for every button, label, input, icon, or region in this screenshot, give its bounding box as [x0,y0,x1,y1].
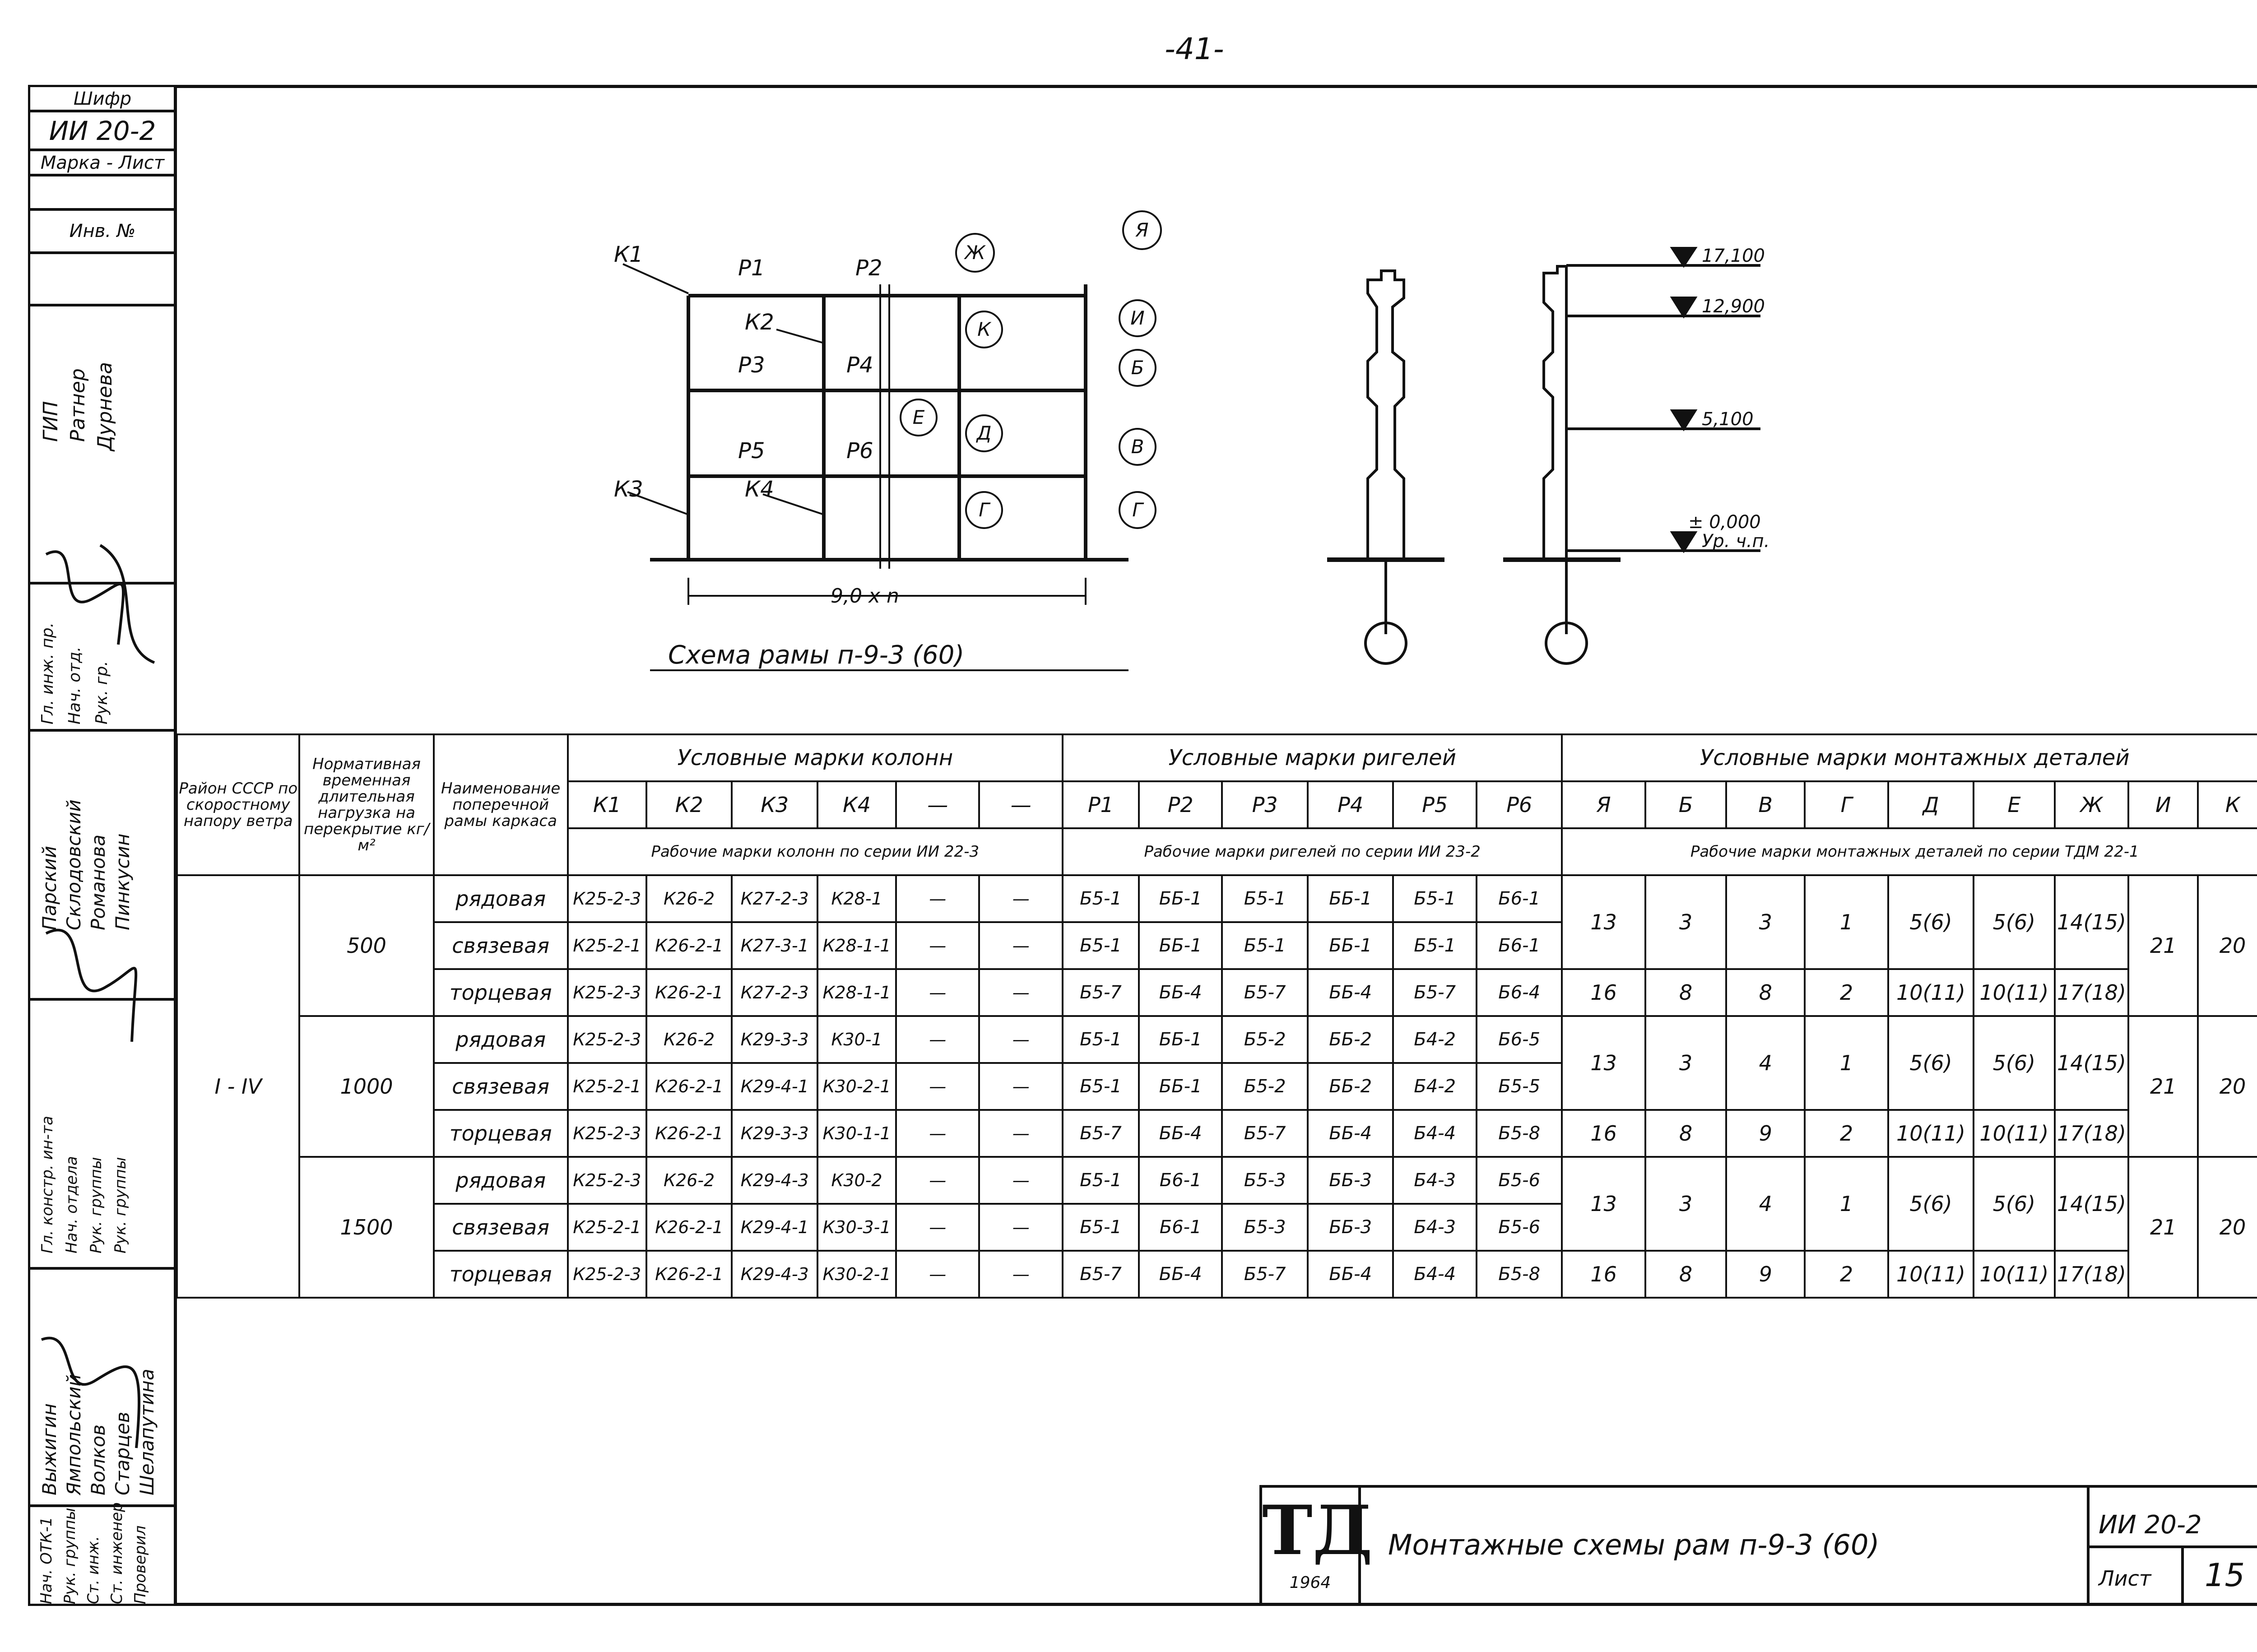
sheet-code: ИИ 20-2 [2099,1510,2202,1540]
cipher-label: Шифр [73,88,132,109]
girder-mark: Б5-1 [1393,875,1476,922]
role-nach-otk: Нач. ОТК-1 [37,1517,56,1604]
frame-name: торцевая [434,969,568,1016]
girder-mark: Б6-1 [1139,1204,1222,1251]
detail-d: Д [976,422,992,444]
page-number: -41- [1165,32,1224,66]
elev-0000: ± 0,000 [1688,512,1761,533]
gip-name-2: Дурнева [93,362,116,451]
detail-v: В [1131,436,1144,458]
detail-mark: 5(6) [1974,1157,2054,1251]
frame-name: связевая [434,1204,568,1251]
detail-mark: 3 [1645,1016,1726,1110]
detail-head-0: Я [1562,781,1645,828]
work-details-header: Рабочие марки монтажных деталей по серии ТДМ 22-1 [1562,828,2257,875]
column-mark: К29-4-1 [732,1063,817,1110]
column-mark: К30-2-1 [817,1063,896,1110]
column-mark: К29-4-3 [732,1251,817,1298]
column-mark: К28-1-1 [817,922,896,969]
detail-mark: 1 [1805,1157,1888,1251]
detail-mark: 17(18) [2055,969,2129,1016]
girder-mark: Б5-6 [1477,1157,1562,1204]
frame-name: торцевая [434,1110,568,1157]
girder-mark: Б5-2 [1222,1063,1308,1110]
col-head-2: К3 [732,781,817,828]
inv-value-cell [28,252,177,306]
column-mark: — [979,1063,1062,1110]
column-mark: К25-2-3 [568,1110,646,1157]
column-mark: К28-1 [817,875,896,922]
frame-name: торцевая [434,1251,568,1298]
detail-mark: 5(6) [1888,1016,1974,1110]
col-region-header: Район СССР по скоростному напору ветра [177,734,299,875]
girder-head-4: Р5 [1393,781,1476,828]
girder-mark: Б5-1 [1063,922,1139,969]
column-mark: К30-1-1 [817,1110,896,1157]
sheet-label-cell [2087,1545,2184,1606]
title-cell [1358,1485,2090,1606]
detail-mark: 4 [1726,1157,1805,1251]
detail-i-mark: 21 [2128,1016,2198,1157]
girder-mark: Б6-1 [1139,1157,1222,1204]
detail-mark: 3 [1645,1157,1726,1251]
girder-mark: Б4-2 [1393,1016,1476,1063]
girder-mark: ББ-4 [1139,1110,1222,1157]
detail-i-mark: 21 [2128,1157,2198,1298]
girder-mark: ББ-4 [1308,969,1393,1016]
name-yampolskiy: Ямпольский [63,1374,85,1495]
frame-name: связевая [434,1063,568,1110]
frame-name: связевая [434,922,568,969]
detail-i-mark: 21 [2128,875,2198,1016]
girder-mark: Б5-2 [1222,1016,1308,1063]
frame-scheme [587,199,1174,718]
detail-mark: 13 [1562,1157,1645,1251]
work-girders-header: Рабочие марки ригелей по серии ИИ 23-2 [1063,828,1562,875]
girder-mark: Б5-1 [1063,1016,1139,1063]
label-p1: Р1 [738,255,765,281]
column-mark: К25-2-1 [568,922,646,969]
role-ruk-gruppy-b: Рук. группы [61,1508,79,1604]
label-k4: К4 [745,477,774,502]
girder-mark: Б4-4 [1393,1251,1476,1298]
name-parskiy: Парский [38,845,60,930]
column-mark: К25-2-3 [568,969,646,1016]
role-st-inzhener: Ст. инженер [108,1502,126,1604]
load-value: 1000 [299,1016,433,1157]
name-shelaputina: Шелапутина [136,1369,158,1495]
girder-head-0: Р1 [1063,781,1139,828]
label-k2: К2 [745,310,774,335]
inv-cell [28,209,177,254]
girder-mark: Б5-3 [1222,1157,1308,1204]
detail-head-4: Д [1888,781,1974,828]
girder-head-3: Р4 [1308,781,1393,828]
detail-mark: 1 [1805,1016,1888,1110]
name-startsev: Старцев [111,1411,134,1495]
girder-mark: Б5-7 [1063,969,1139,1016]
girder-mark: ББ-1 [1139,1063,1222,1110]
detail-mark: 17(18) [2055,1110,2129,1157]
gip-label: ГИП [39,401,62,442]
column-mark: — [979,1110,1062,1157]
detail-head-6: Ж [2055,781,2129,828]
detail-mark: 10(11) [1974,969,2054,1016]
load-value: 1500 [299,1157,433,1298]
sheet-title: Монтажные схемы рам п-9-3 (60) [1388,1528,1880,1561]
elev-12900: 12,900 [1702,296,1765,317]
column-mark: К28-1-1 [817,969,896,1016]
column-mark: К25-2-3 [568,1251,646,1298]
detail-mark: 14(15) [2055,875,2129,969]
detail-k: К [977,318,991,340]
table-row [177,969,2257,1016]
column-mark: — [896,1063,979,1110]
signature-marks-1 [28,527,177,717]
column-mark: К26-2 [646,1016,732,1063]
role-nach-otd: Нач. отд. [65,646,84,724]
girder-mark: Б5-6 [1477,1204,1562,1251]
label-p3: Р3 [738,353,765,378]
signature-marks-3 [28,1313,177,1484]
column-mark: К26-2-1 [646,1063,732,1110]
girder-mark: ББ-1 [1139,875,1222,922]
column-mark: — [896,1016,979,1063]
column-mark: — [979,969,1062,1016]
detail-mark: 13 [1562,1016,1645,1110]
detail-mark: 16 [1562,1110,1645,1157]
column-mark: К26-2-1 [646,969,732,1016]
column-profiles [1309,235,1842,686]
detail-mark: 9 [1726,1251,1805,1298]
column-mark: — [896,1110,979,1157]
role-nach-otdela: Нач. отдела [63,1156,81,1253]
girder-mark: Б5-7 [1393,969,1476,1016]
role-ruk-gruppy-2: Рук. группы [111,1157,130,1253]
column-mark: — [979,1157,1062,1204]
girder-mark: ББ-1 [1308,922,1393,969]
girder-mark: Б5-7 [1222,1110,1308,1157]
table-row [177,1157,2257,1204]
column-mark: К30-2-1 [817,1251,896,1298]
table-row [177,1110,2257,1157]
marks-table [176,733,2257,1299]
detail-mark: 2 [1805,1110,1888,1157]
role-gl-inzh: Гл. инж. пр. [38,622,57,724]
column-mark: К25-2-3 [568,1157,646,1204]
detail-e: Е [912,406,925,428]
detail-mark: 2 [1805,969,1888,1016]
sheet-label: Лист [2099,1566,2151,1591]
column-mark: — [896,1157,979,1204]
name-romanova: Романова [87,834,109,930]
detail-mark: 9 [1726,1110,1805,1157]
detail-b: Б [1131,357,1144,379]
girder-mark: Б6-5 [1477,1016,1562,1063]
column-mark: — [979,1016,1062,1063]
girder-mark: ББ-4 [1308,1251,1393,1298]
column-mark: К29-3-3 [732,1110,817,1157]
logo-cell [1259,1485,1373,1606]
detail-mark: 10(11) [1888,1110,1974,1157]
girder-mark: ББ-3 [1308,1157,1393,1204]
gip-name-1: Ратнер [66,368,89,442]
girder-mark: Б5-8 [1477,1110,1562,1157]
column-mark: — [979,922,1062,969]
col-head-4: — [896,781,979,828]
column-mark: К27-2-3 [732,875,817,922]
column-mark: — [979,875,1062,922]
detail-mark: 10(11) [1974,1251,2054,1298]
column-mark: К27-2-3 [732,969,817,1016]
detail-head-2: В [1726,781,1805,828]
group-girders-header: Условные марки ригелей [1063,734,1562,781]
name-pinkusin: Пинкусин [111,833,134,930]
detail-mark: 14(15) [2055,1016,2129,1110]
girder-mark: Б5-1 [1222,922,1308,969]
label-k3: К3 [614,477,643,502]
girder-mark: Б5-5 [1477,1063,1562,1110]
column-mark: К25-2-3 [568,875,646,922]
title-block [1259,1485,2257,1606]
girder-mark: Б5-7 [1222,1251,1308,1298]
logo-text: ТД [1262,1491,1373,1570]
detail-k-mark: 20 [2198,1016,2257,1157]
detail-g-1: Г [979,499,989,521]
column-mark: К25-2-1 [568,1204,646,1251]
girder-mark: ББ-3 [1308,1204,1393,1251]
col-head-5: — [979,781,1062,828]
role-proveril: Проверил [131,1525,149,1604]
sheet-number: 15 [2204,1557,2245,1594]
column-mark: К29-4-1 [732,1204,817,1251]
column-mark: К30-1 [817,1016,896,1063]
girder-mark: Б4-3 [1393,1204,1476,1251]
elev-ground: Ур. ч.п. [1702,531,1770,552]
role-st-inzh: Ст. инж. [84,1536,102,1604]
detail-head-5: Е [1974,781,2054,828]
code-cell [2087,1485,2257,1548]
girder-mark: Б6-1 [1477,922,1562,969]
column-mark: К26-2-1 [646,1204,732,1251]
column-mark: К25-2-1 [568,1063,646,1110]
detail-mark: 1 [1805,875,1888,969]
detail-mark: 2 [1805,1251,1888,1298]
col-head-3: К4 [817,781,896,828]
inv-label: Инв. № [69,221,136,241]
girder-mark: Б4-4 [1393,1110,1476,1157]
region-value: I - IV [177,875,299,1298]
girder-mark: Б5-3 [1222,1204,1308,1251]
detail-ya: Я [1135,219,1149,241]
girder-mark: Б5-8 [1477,1251,1562,1298]
detail-mark: 5(6) [1974,875,2054,969]
work-columns-header: Рабочие марки колонн по серии ИИ 22-3 [568,828,1063,875]
label-p6: Р6 [846,438,873,464]
name-vyzhigin: Выжигин [38,1403,60,1495]
detail-mark: 10(11) [1888,1251,1974,1298]
role-ruk-gruppy-1: Рук. группы [87,1157,105,1253]
column-mark: К25-2-3 [568,1016,646,1063]
girder-mark: Б5-1 [1063,1063,1139,1110]
detail-mark: 4 [1726,1016,1805,1110]
frame-name: рядовая [434,1157,568,1204]
girder-mark: ББ-1 [1139,1016,1222,1063]
girder-mark: Б5-1 [1063,1157,1139,1204]
logo-year: 1964 [1289,1573,1331,1592]
scheme-caption: Схема рамы п-9-3 (60) [668,640,965,670]
girder-mark: ББ-2 [1308,1016,1393,1063]
detail-mark: 16 [1562,1251,1645,1298]
detail-head-8: К [2198,781,2257,828]
detail-zh: Ж [965,241,985,264]
detail-mark: 16 [1562,969,1645,1016]
col-frame-header: Наименование поперечной рамы каркаса [434,734,568,875]
column-mark: — [896,922,979,969]
detail-mark: 10(11) [1888,969,1974,1016]
detail-mark: 3 [1726,875,1805,969]
girder-head-5: Р6 [1477,781,1562,828]
column-mark: — [896,875,979,922]
detail-mark: 8 [1726,969,1805,1016]
girder-mark: Б5-1 [1222,875,1308,922]
detail-head-1: Б [1645,781,1726,828]
girder-mark: ББ-4 [1139,969,1222,1016]
detail-mark: 5(6) [1888,875,1974,969]
detail-mark: 3 [1645,875,1726,969]
detail-mark: 8 [1645,1110,1726,1157]
group-details-header: Условные марки монтажных деталей [1562,734,2257,781]
column-mark: К27-3-1 [732,922,817,969]
column-mark: К29-3-3 [732,1016,817,1063]
approval-block-6 [28,1502,177,1606]
sheet-number-cell [2181,1545,2257,1606]
girder-head-1: Р2 [1139,781,1222,828]
column-mark: К26-2 [646,875,732,922]
girder-mark: Б6-1 [1477,875,1562,922]
girder-head-2: Р3 [1222,781,1308,828]
column-mark: К30-3-1 [817,1204,896,1251]
signature-marks-2 [28,897,177,1087]
girder-mark: Б5-1 [1063,875,1139,922]
girder-mark: Б4-3 [1393,1157,1476,1204]
frame-name: рядовая [434,875,568,922]
name-sklodovskiy: Склодовский [63,799,85,930]
girder-mark: Б6-4 [1477,969,1562,1016]
label-p5: Р5 [738,438,765,464]
column-mark: — [896,969,979,1016]
column-mark: — [896,1204,979,1251]
cipher-value: ИИ 20-2 [49,116,156,146]
column-mark: — [979,1204,1062,1251]
detail-mark: 5(6) [1888,1157,1974,1251]
girder-mark: ББ-4 [1139,1251,1222,1298]
load-value: 500 [299,875,433,1016]
table-row [177,1016,2257,1063]
elev-5100: 5,100 [1702,409,1754,430]
detail-mark: 8 [1645,969,1726,1016]
column-mark: К26-2-1 [646,1110,732,1157]
girder-mark: Б4-2 [1393,1063,1476,1110]
label-p2: Р2 [855,255,882,281]
detail-head-3: Г [1805,781,1888,828]
mark-sheet-label: Марка - Лист [40,153,165,173]
mark-sheet-cell [28,149,177,176]
detail-mark: 14(15) [2055,1157,2129,1251]
label-p4: Р4 [846,353,873,378]
cipher-label-cell [28,85,177,112]
frame-name: рядовая [434,1016,568,1063]
margin-strip [28,85,177,1606]
detail-head-7: И [2128,781,2198,828]
girder-mark: Б5-1 [1063,1204,1139,1251]
column-mark: К26-2 [646,1157,732,1204]
col-load-header: Нормативная временная длительная нагрузка на перекрытие кг/м² [299,734,433,875]
table-row [177,1251,2257,1298]
detail-k-mark: 20 [2198,875,2257,1016]
girder-mark: ББ-1 [1308,875,1393,922]
girder-mark: ББ-2 [1308,1063,1393,1110]
group-columns-header: Условные марки колонн [568,734,1063,781]
col-head-1: К2 [646,781,732,828]
role-ruk-gr: Рук. гр. [93,661,111,724]
girder-mark: Б5-1 [1393,922,1476,969]
mark-sheet-value-cell [28,174,177,210]
detail-i: И [1130,307,1145,329]
detail-mark: 13 [1562,875,1645,969]
column-mark: — [896,1251,979,1298]
column-mark: К26-2-1 [646,1251,732,1298]
column-mark: К29-4-3 [732,1157,817,1204]
column-mark: — [979,1251,1062,1298]
detail-k-mark: 20 [2198,1157,2257,1298]
girder-mark: ББ-4 [1308,1110,1393,1157]
detail-mark: 5(6) [1974,1016,2054,1110]
elev-17100: 17,100 [1702,246,1765,266]
role-gl-konstr: Гл. констр. ин-та [38,1116,56,1253]
table-row [177,875,2257,922]
girder-mark: Б5-7 [1063,1110,1139,1157]
column-mark: К26-2-1 [646,922,732,969]
cipher-value-cell [28,110,177,151]
label-k1: К1 [614,242,643,267]
girder-mark: Б5-7 [1222,969,1308,1016]
name-volkov: Волков [87,1424,109,1495]
span-label: 9,0 x n [831,585,899,608]
girder-mark: ББ-1 [1139,922,1222,969]
detail-g-2: Г [1132,499,1143,521]
column-mark: К30-2 [817,1157,896,1204]
detail-mark: 17(18) [2055,1251,2129,1298]
detail-mark: 10(11) [1974,1110,2054,1157]
girder-mark: Б5-7 [1063,1251,1139,1298]
detail-mark: 8 [1645,1251,1726,1298]
col-head-0: К1 [568,781,646,828]
